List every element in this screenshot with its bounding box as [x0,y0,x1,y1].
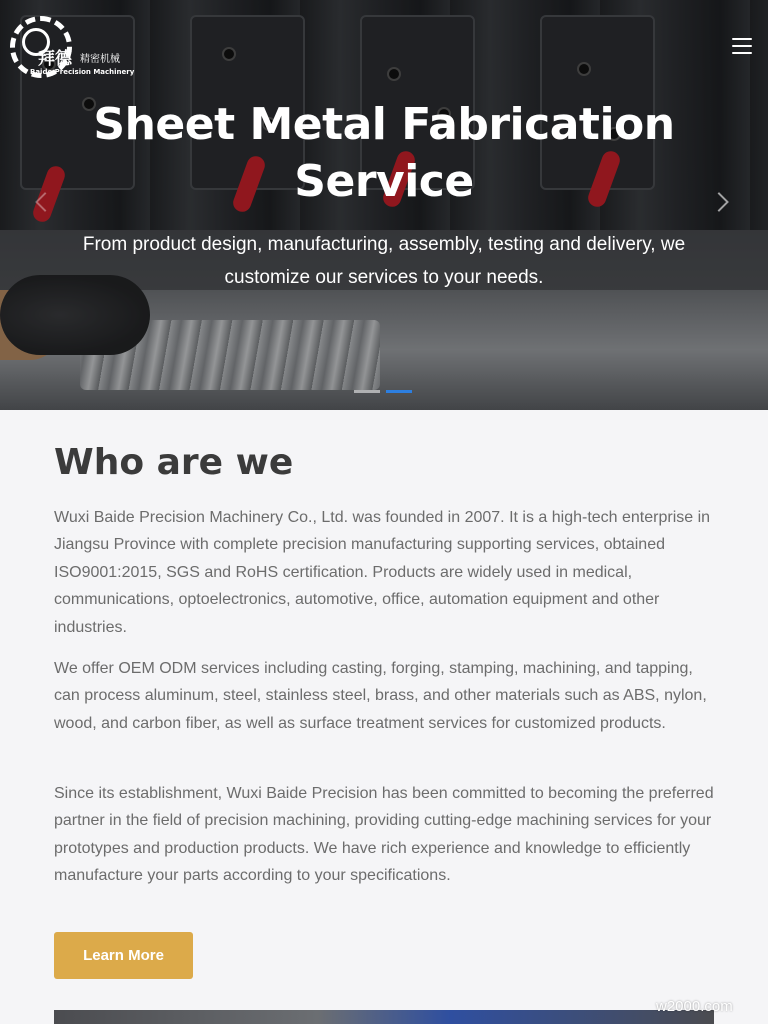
about-paragraph: Since its establishment, Wuxi Baide Precision has been committed to becoming the preferred partner in the field of precision machining, providing cutting-edge machining services for your prototypes and production products. We have rich experience and knowledge to efficiently manufacture your parts according to your specifications. [54,785,714,885]
logo-english-name: Baide Precision Machinery [30,68,135,76]
logo-chinese-name: 拜德 [38,49,72,69]
about-paragraph: Wuxi Baide Precision Machinery Co., Ltd. was founded in 2007. It is a high-tech enterprise in Jiangsu Province with complete precision manufacturing supporting services, obtained ISO9001:2015, SGS and RoHS certification. Products are widely used in medical, communications, optoelectronics, automotive, office, automation equipment and other industries. [54,509,711,636]
hamburger-menu-icon[interactable] [732,38,752,54]
slider-pagination [354,390,412,393]
hero-subtitle: From product design, manufacturing, assembly, testing and delivery, we customize our services to your needs. [82,234,686,288]
watermark: w2000.com [656,998,733,1015]
about-paragraph: We offer OEM ODM services including casting, forging, stamping, machining, and tapping, can process aluminum, steel, stainless steel, brass, and other materials such as ABS, nylon, wood, and carbon fiber, as well as surface treatment services for customized products. [54,660,707,732]
learn-more-button[interactable]: Learn More [54,932,193,979]
section-title: Who are we [54,442,294,483]
hero-title: Sheet Metal Fabrication Service [93,99,675,207]
hero-banner [0,0,768,410]
slider-dot-active[interactable] [386,390,412,393]
logo-chinese-subtitle: 精密机械 [80,54,120,65]
next-section-image [54,1010,714,1024]
about-section [54,440,714,964]
slider-dot[interactable] [354,390,380,393]
company-logo[interactable] [10,14,135,80]
